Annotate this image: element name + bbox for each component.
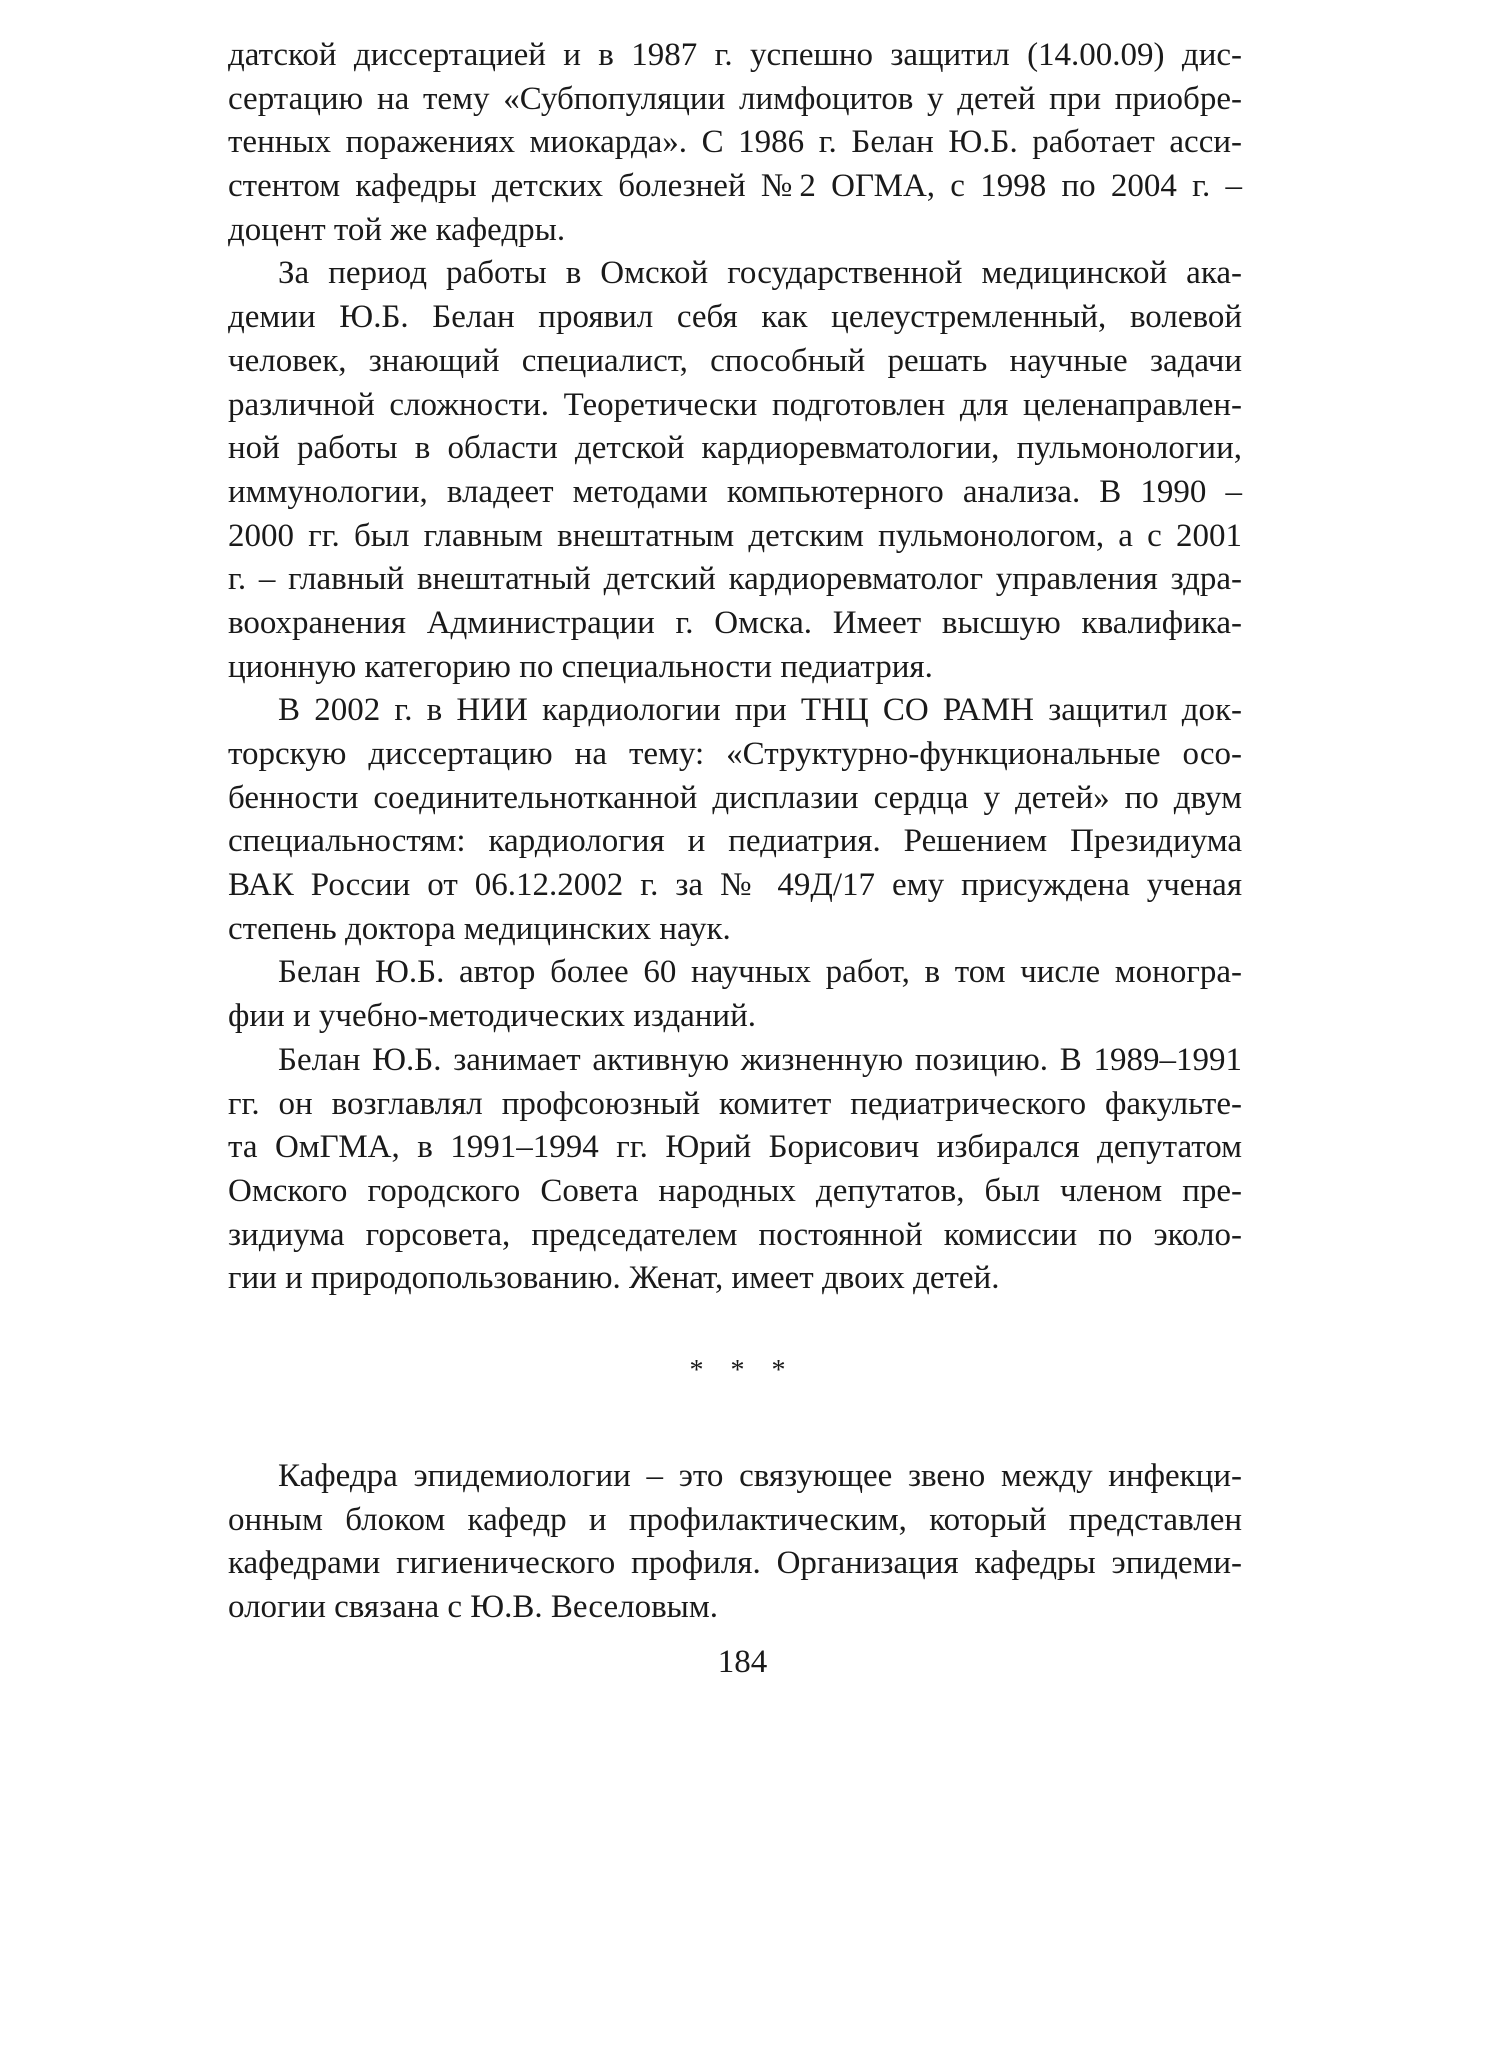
text-line: степень доктора медицинских наук. bbox=[228, 910, 731, 947]
text-line: зидиума горсовета, председателем постоянной комиссии по эколо- bbox=[228, 1216, 1242, 1253]
page-number: 184 bbox=[717, 1644, 768, 1680]
body-text bbox=[228, 34, 1242, 1301]
section-separator: * * * bbox=[689, 1355, 796, 1386]
text-line: Омского городского Совета народных депутатов, был членом пре- bbox=[228, 1172, 1242, 1209]
text-line: гии и природопользованию. Женат, имеет двоих детей. bbox=[228, 1260, 1000, 1297]
text-line: бенности соединительнотканной дисплазии сердца у детей» по двум bbox=[228, 779, 1242, 816]
text-line: стентом кафедры детских болезней №2 ОГМА, с 1998 по 2004 г. – bbox=[228, 168, 1242, 205]
text-line: сертацию на тему «Субпопуляции лимфоцитов у детей при приобре- bbox=[228, 80, 1242, 117]
paragraph-first-line: Белан Ю.Б. автор более 60 научных работ, в том числе моногра- bbox=[278, 954, 1242, 991]
paragraph-first-line: Белан Ю.Б. занимает активную жизненную позицию. В 1989–1991 bbox=[278, 1041, 1242, 1078]
text-line: г. – главный внештатный детский кардиоревматолог управления здра- bbox=[228, 561, 1242, 598]
text-line: ологии связана с Ю.В. Веселовым. bbox=[228, 1589, 718, 1626]
paragraph-first-line: В 2002 г. в НИИ кардиологии при ТНЦ СО РАМН защитил док- bbox=[278, 692, 1242, 729]
text-line: различной сложности. Теоретически подготовлен для целенаправлен- bbox=[228, 386, 1242, 423]
text-line: ционную категорию по специальности педиатрия. bbox=[228, 648, 933, 685]
paragraph-first-line: За период работы в Омской государственной медицинской ака- bbox=[278, 255, 1242, 292]
text-line: торскую диссертацию на тему: «Структурно-функциональные осо- bbox=[228, 736, 1242, 772]
text-line: фии и учебно-методических изданий. bbox=[228, 998, 756, 1035]
text-line: 2000 гг. был главным внештатным детским пульмонологом, а с 2001 bbox=[228, 517, 1242, 554]
text-line: ной работы в области детской кардиоревматологии, пульмонологии, bbox=[228, 430, 1242, 467]
text-line: кафедрами гигиенического профиля. Организация кафедры эпидеми- bbox=[228, 1545, 1242, 1582]
text-line: ВАК России от 06.12.2002 г. за № 49Д/17 ему присуждена ученая bbox=[228, 867, 1242, 904]
text-line: онным блоком кафедр и профилактическим, который представлен bbox=[228, 1501, 1242, 1538]
text-line: демии Ю.Б. Белан проявил себя как целеустремленный, волевой bbox=[228, 299, 1242, 336]
paragraph-first-line: Кафедра эпидемиологии – это связующее звено между инфекци- bbox=[278, 1458, 1242, 1494]
text-line: воохранения Администрации г. Омска. Имеет высшую квалифика- bbox=[228, 604, 1242, 641]
text-line: специальностям: кардиология и педиатрия. Решением Президиума bbox=[228, 823, 1242, 860]
closing-paragraph bbox=[228, 1455, 1242, 1630]
text-line: тенных поражениях миокарда». С 1986 г. Белан Ю.Б. работает асси- bbox=[228, 124, 1242, 161]
text-line: гг. он возглавлял профсоюзный комитет педиатрического факульте- bbox=[228, 1085, 1242, 1122]
text-line: доцент той же кафедры. bbox=[228, 211, 566, 248]
text-line: датской диссертацией и в 1987 г. успешно защитил (14.00.09) дис- bbox=[228, 37, 1242, 73]
text-line: та ОмГМА, в 1991–1994 гг. Юрий Борисович избирался депутатом bbox=[228, 1129, 1242, 1166]
text-line: иммунологии, владеет методами компьютерного анализа. В 1990 – bbox=[228, 473, 1242, 510]
text-line: человек, знающий специалист, способный решать научные задачи bbox=[228, 342, 1242, 379]
